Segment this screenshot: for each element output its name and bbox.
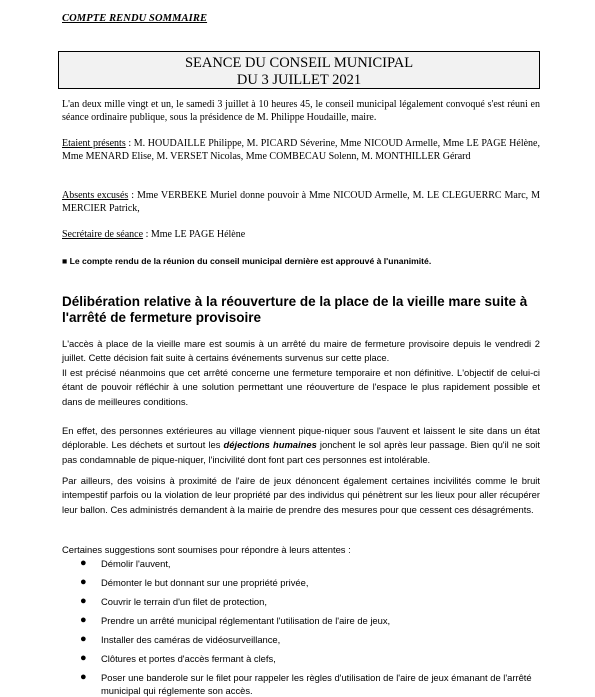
bullet-icon: ●: [80, 671, 87, 683]
paragraph-picnickers: En effet, des personnes extérieures au village viennent pique-niquer sous l'auvent et laissent le site dans un état déplorable. Les déchets et surtout les déjections humaines jonchent le sol après leur passage. Bien qu'il ne soit pas condamnable de pique-niquer, l'incivilité dont font part ces personnes est intolérable.: [62, 425, 540, 465]
section-heading: Délibération relative à la réouverture de la place de la vieille mare suite à l'arrêté de fermeture provisoire: [62, 294, 528, 325]
secretary-label: Secrétaire de séance: [62, 229, 144, 240]
document-type-label: COMPTE RENDU SOMMAIRE: [62, 13, 208, 24]
suggestions-intro: Certaines suggestions sont soumises pour répondre à leurs attentes :: [62, 544, 351, 555]
bullet-icon: ●: [80, 614, 87, 626]
list-item: ● Démonter le but donnant sur une propriété privée,: [80, 576, 309, 588]
present-list: : M. HOUDAILLE Philippe, M. PICARD Séverine, Mme NICOUD Armelle, Mme LE PAGE Hélène, Mme MENARD Elise, M. VERSET Nicolas, Mme COMBECAU Solenn, M. MONTHILLER Gérard: [62, 138, 540, 162]
suggestions-list: [80, 557, 550, 697]
secretary-name: : Mme LE PAGE Hélène: [143, 229, 246, 240]
present-label: Etaient présents: [62, 138, 126, 149]
bullet-icon: ●: [80, 652, 87, 664]
list-item: ● Prendre un arrêté municipal réglementant l'utilisation de l'aire de jeux,: [80, 614, 391, 626]
list-item: ● Installer des caméras de vidéosurveillance,: [80, 633, 281, 645]
present-members: [62, 137, 540, 163]
list-item: ● Poser une banderole sur le filet pour rappeler les règles d'utilisation de l'aire de jeux émanant de l'arrêté municipal qui réglemente son accès.: [80, 671, 532, 696]
session-secretary: [62, 228, 540, 241]
paragraph-closure-a: L'accès à place de la vieille mare est soumis à un arrêté du maire de fermeture provisoire depuis le vendredi 2 juillet. Cette décision fait suite à certains événements survenus sur cette place.: [62, 338, 540, 364]
title-line-1: SEANCE DU CONSEIL MUNICIPAL: [184, 55, 414, 71]
excused-list: : Mme VERBEKE Muriel donne pouvoir à Mme NICOUD Armelle, M. LE CLEGUERRC Marc, M MERCIER Patrick,: [62, 190, 540, 214]
title-line-2: DU 3 JUILLET 2021: [236, 72, 362, 88]
opening-paragraph: L'an deux mille vingt et un, le samedi 3 juillet à 10 heures 45, le conseil municipal légalement convoqué s'est réuni en séance ordinaire publique, sous la présidence de M. Philippe Houdaille, maire.: [62, 99, 540, 123]
paragraph-closure: [62, 337, 540, 409]
bullet-icon: ●: [80, 595, 87, 607]
bullet-icon: ●: [80, 557, 87, 569]
paragraph-neighbours: Par ailleurs, des voisins à proximité de l'aire de jeux dénoncent également certaines incivilités comme le bruit intempestif parfois ou la violation de leur propriété par des individus qui pénètrent sur les lieux pour aller récupérer leur ballon. Ces administrés demandent à la mairie de prendre des mesures pour que cessent ces désagréments.: [62, 475, 540, 515]
emphasis-text: déjections humaines: [223, 439, 317, 451]
bullet-icon: ●: [80, 576, 87, 588]
list-item: ● Couvrir le terrain d'un filet de protection,: [80, 595, 267, 607]
excused-label: Absents excusés: [62, 190, 129, 201]
minutes-approval: ■ Le compte rendu de la réunion du conseil municipal dernière est approuvé à l'unanimité.: [62, 256, 432, 266]
excused-members: [62, 189, 540, 215]
list-item: ● Clôtures et portes d'accès fermant à clefs,: [80, 652, 276, 664]
paragraph-closure-b: Il est précisé néanmoins que cet arrêté concerne une fermeture temporaire et non définitive. L'objectif de celui-ci étant de pouvoir réfléchir à une solution permettant une réouverture de l'espace le plus rapidement possible et dans de meilleures conditions.: [62, 366, 540, 407]
list-item: ● Démolir l'auvent,: [80, 557, 171, 569]
bullet-icon: ●: [80, 633, 87, 645]
title-box: [58, 51, 540, 89]
